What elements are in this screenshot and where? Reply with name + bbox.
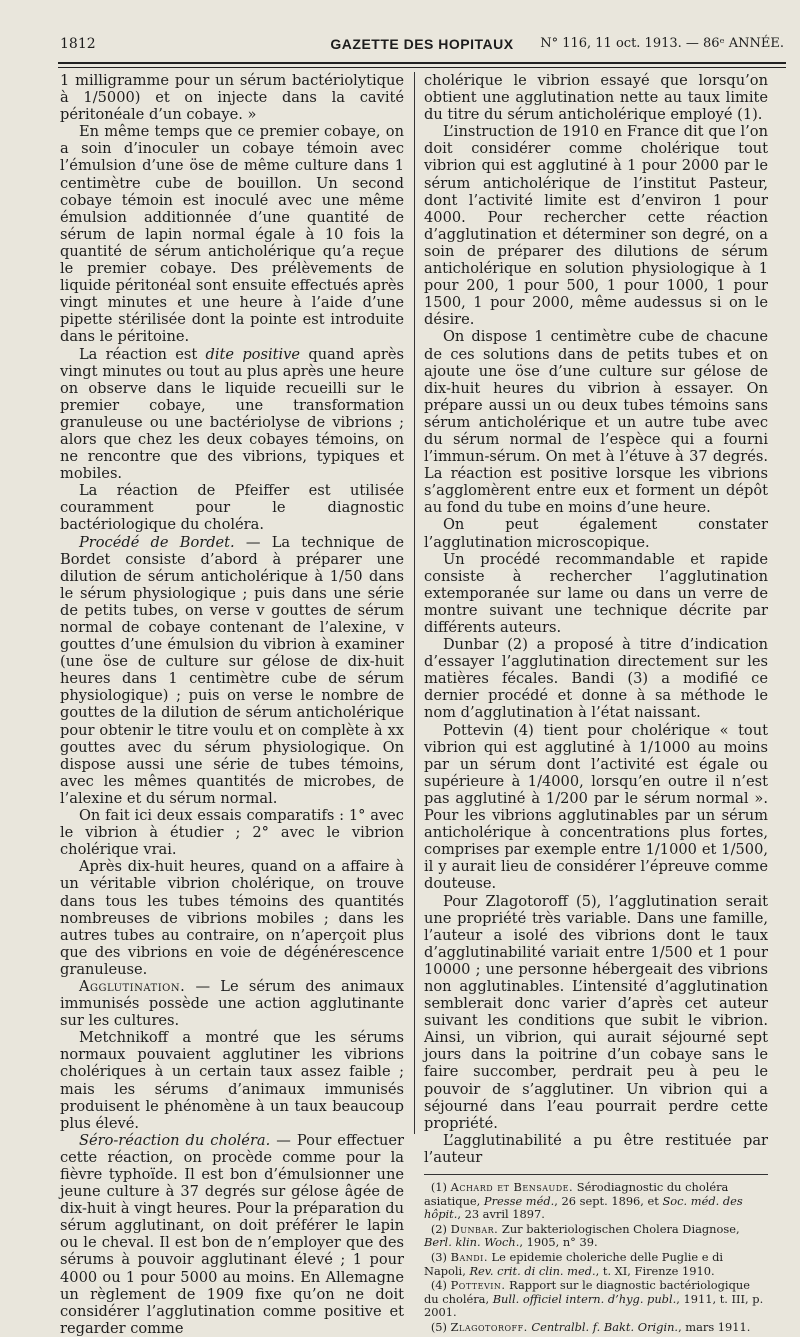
footnotes [424, 1181, 768, 1335]
text-run: , 23 avril 1897. [457, 1207, 545, 1222]
text-run: — Pour effectuer cette réaction, on procède comme pour la fièvre typhoïde. Il est bon d’émulsionner une jeune culture à 37 degrés sur gélose âgée de dix-huit à vingt heures. Pour la préparation du sérum agglutinant, on doit préférer le lapin ou le cheval. Il est bon de n’employer que des sérums à pouvoir agglutinant élevé ; 1 pour 4000 ou 1 pour 5000 au moins. En Allemagne un règlement de 1909 fixe qu’on ne doit considérer l’agglutination comme positive et regarder comme [60, 1131, 405, 1337]
footnote-number: (2) [430, 1221, 451, 1236]
text-run: Rapport sur le diagnostic bactériologique du choléra, [424, 1278, 750, 1306]
italic-term: dite positive [205, 345, 301, 363]
footnote [424, 1279, 768, 1320]
paragraph: On fait ici deux essais comparatifs : 1° avec le vibrion à étudier ; 2° avec le vibrion cholérique vrai. [60, 807, 404, 859]
footnote [424, 1251, 768, 1278]
text-run: , t. XI, Firenze 1910. [595, 1263, 715, 1278]
section-heading: Séro-réaction du choléra. [78, 1131, 271, 1149]
footnote [424, 1181, 768, 1222]
text-run: , 1911, t. III, p. 2001. [424, 1291, 764, 1320]
text-run: Zur bakteriologischen Cholera Diagnose, [498, 1221, 740, 1236]
paragraph: Dunbar (2) a proposé à titre d’indication d’essayer l’agglutination directement sur les matières fécales. Bandi (3) a modifié ce dernier procédé et donne à sa méthode le nom d’agglutination à l’état naissant. [424, 636, 768, 722]
footnote-number: (4) [430, 1278, 451, 1293]
paragraph [60, 978, 404, 1029]
footnote-number: (1) [430, 1180, 451, 1194]
footnote-source: Rev. crit. di clin. med. [469, 1263, 596, 1278]
text-run: — La technique de Bordet consiste d’abord à préparer une dilution de sérum anticholérique à 1/50 dans le sérum physiologique ; puis dans une série de petits tubes, on verse v gouttes de sérum normal de cobaye contenant de l’alexine, v gouttes d’une émulsion du vibrion à examiner (une öse de culture sur gélose de dix-huit heures dans 1 centimètre cube de sérum physiologique) ; puis on verse le nombre de gouttes de la dilution de sérum anticholérique pour obtenir le titre voulu et on complète à xx gouttes avec du sérum physiologique. On dispose aussi une série de tubes témoins, avec les mêmes quantités de microbes, de l’alexine et du sérum normal. [60, 533, 404, 807]
footnote-author: Bandi. [450, 1249, 488, 1264]
footnote-source: Berl. klin. Woch. [424, 1235, 520, 1250]
footnote-source: Bull. officiel intern. d’hyg. publ. [492, 1291, 677, 1306]
paragraph [60, 346, 404, 483]
paragraph: cholérique le vibrion essayé que lorsqu’on obtient une agglutination nette au taux limite du titre du sérum anticholérique employé (1). [424, 72, 768, 124]
paragraph: Un procédé recommandable et rapide consiste à rechercher l’agglutination extemporanée sur lame ou dans un verre de montre suivant une technique décrite par différents auteurs. [424, 550, 768, 636]
paragraph: On peut également constater l’agglutination microscopique. [424, 516, 768, 551]
journal-title: GAZETTE DES HOPITAUX [330, 36, 514, 52]
text-run: — Le sérum des animaux immunisés possède une action agglutinante sur les cultures. [60, 977, 404, 1030]
footnote-source: Soc. méd. des hôpit. [424, 1193, 743, 1222]
page-number: 1812 [60, 36, 96, 52]
issue-info: N° 116, 11 oct. 1913. — 86ᵉ ANNÉE. [540, 36, 784, 51]
paragraph: Après dix-huit heures, quand on a affaire à un véritable vibrion cholérique, on trouve dans tous les tubes témoins des quantités nombreuses de vibrions mobiles ; dans les autres tubes au contraire, on n’aperçoit plus que des vibrions en voie de dégénérescence granuleuse. [60, 858, 404, 978]
paragraph: Metchnikoff a montré que les sérums normaux pouvaient agglutiner les vibrions cholériques à un certain taux assez faible ; mais les sérums d’animaux immunisés produisent le phénomène à un taux beaucoup plus élevé. [60, 1029, 404, 1132]
footnote [424, 1321, 768, 1335]
section-heading: Procédé de Bordet. [78, 533, 235, 551]
paragraph: Pottevin (4) tient pour cholérique « tout vibrion qui est agglutiné à 1/1000 au moins par un sérum dont l’activité est égale ou supérieure à 1/4000, lorsqu’en outre il n’est pas agglutiné à 1/200 par le sérum normal ». Pour les vibrions agglutinables par un sérum anticholérique à concentrations plus fortes, comprises par exemple entre 1/1000 et 1/500, il y aurait lieu de considérer l’épreuve comme douteuse. [424, 721, 768, 893]
header-rule-thin [58, 67, 786, 68]
text-run: Sérodiagnostic du choléra asiatique, [424, 1180, 729, 1208]
right-column [424, 72, 768, 1336]
text-run: , 26 sept. 1896, et [554, 1193, 663, 1208]
footnote-author: Achard et Bensaude. [450, 1180, 574, 1194]
footnote-number: (3) [430, 1249, 451, 1264]
paragraph: En même temps que ce premier cobaye, on a soin d’inoculer un cobaye témoin avec l’émulsion d’une öse de même culture dans 1 centimètre cube de bouillon. Un second cobaye témoin est inoculé avec une même émulsion additionnée d’une quantité de sérum de lapin normal égale à 10 fois la quantité de sérum anticholérique qu’a reçue le premier cobaye. Des prélèvements de liquide péritonéal sont ensuite effectués après vingt minutes et une heure à l’aide d’une pipette stérilisée dont la pointe est introduite dans le péritoine. [60, 123, 404, 346]
footnote-source: Centralbl. f. Bakt. Origin. [531, 1319, 679, 1334]
paragraph [60, 534, 404, 808]
text-run: La réaction est [78, 345, 206, 363]
paragraph: L’instruction de 1910 en France dit que l’on doit considérer comme cholérique tout vibrion qui est agglutiné à 1 pour 2000 par le sérum anticholérique de l’institut Pasteur, dont l’activité limite est d’environ 1 pour 4000. Pour rechercher cette réaction d’agglutination et déterminer son degré, on a soin de préparer des dilutions de sérum anticholérique en solution physiologique à 1 pour 200, 1 pour 500, 1 pour 1000, 1 pour 1500, 1 pour 2000, même audessus si on le désire. [424, 123, 768, 329]
footnote-author: Pottevin. [450, 1278, 506, 1293]
left-column [60, 72, 404, 1337]
footnote-number: (5) [430, 1319, 451, 1334]
text-run: , mars 1911. [678, 1319, 751, 1334]
column-divider [414, 72, 415, 1134]
paragraph: La réaction de Pfeiffer est utilisée couramment pour le diagnostic bactériologique du choléra. [60, 482, 404, 534]
paragraph: On dispose 1 centimètre cube de chacune de ces solutions dans de petits tubes et on ajoute une öse d’une culture sur gélose de dix-huit heures du vibrion à essayer. On prépare aussi un ou deux tubes témoins sans sérum anticholérique et un autre tube avec du sérum normal de l’espèce qui a fourni l’immun-sérum. On met à l’étuve à 37 degrés. La réaction est positive lorsque les vibrions s’agglomèrent entre eux et forment un dépôt au fond du tube en moins d’une heure. [424, 328, 768, 517]
footnote-rule [424, 1174, 768, 1175]
running-header [60, 36, 784, 58]
paragraph: Pour Zlagotoroff (5), l’agglutination serait une propriété très variable. Dans une famille, l’auteur a isolé des vibrions dont le taux d’agglutinabilité variait entre 1/500 et 1 pour 10000 ; une personne hébergeait des vibrions non agglutinables. L’intensité d’agglutination semblerait donc varier d’après cet auteur suivant les conditions que subit le vibrion. Ainsi, un vibrion, qui aurait séjourné sept jours dans la poitrine d’un cobaye sans le faire succomber, perdrait peu à peu le pouvoir de s’agglutiner. Un vibrion qui a séjourné dans l’eau pourrait perdre cette propriété. [424, 892, 768, 1132]
text-run: , 1905, n° 39. [519, 1235, 598, 1250]
footnote-source: Presse méd. [483, 1193, 555, 1208]
text-run: quand après vingt minutes ou tout au plus après une heure on observe dans le liquide recueilli sur le premier cobaye, une transformation granuleuse ou une bactériolyse de vibrions ; alors que chez les deux cobayes témoins, on ne rencontre que des vibrions, typiques et mobiles. [60, 345, 404, 483]
footnote [424, 1223, 768, 1250]
footnote-author: Dunbar. [450, 1221, 499, 1236]
header-rule [58, 62, 786, 64]
section-heading: Agglutination. [78, 977, 186, 995]
paragraph: 1 milligramme pour un sérum bactériolytique à 1/5000) et on injecte dans la cavité péritonéale d’un cobaye. » [60, 72, 404, 124]
text-run: Le epidemie choleriche delle Puglie e di Napoli, [424, 1249, 724, 1278]
footnote-author: Zlagotoroff. [450, 1319, 528, 1334]
paragraph: L’agglutinabilité a pu être restituée par l’auteur [424, 1131, 768, 1166]
